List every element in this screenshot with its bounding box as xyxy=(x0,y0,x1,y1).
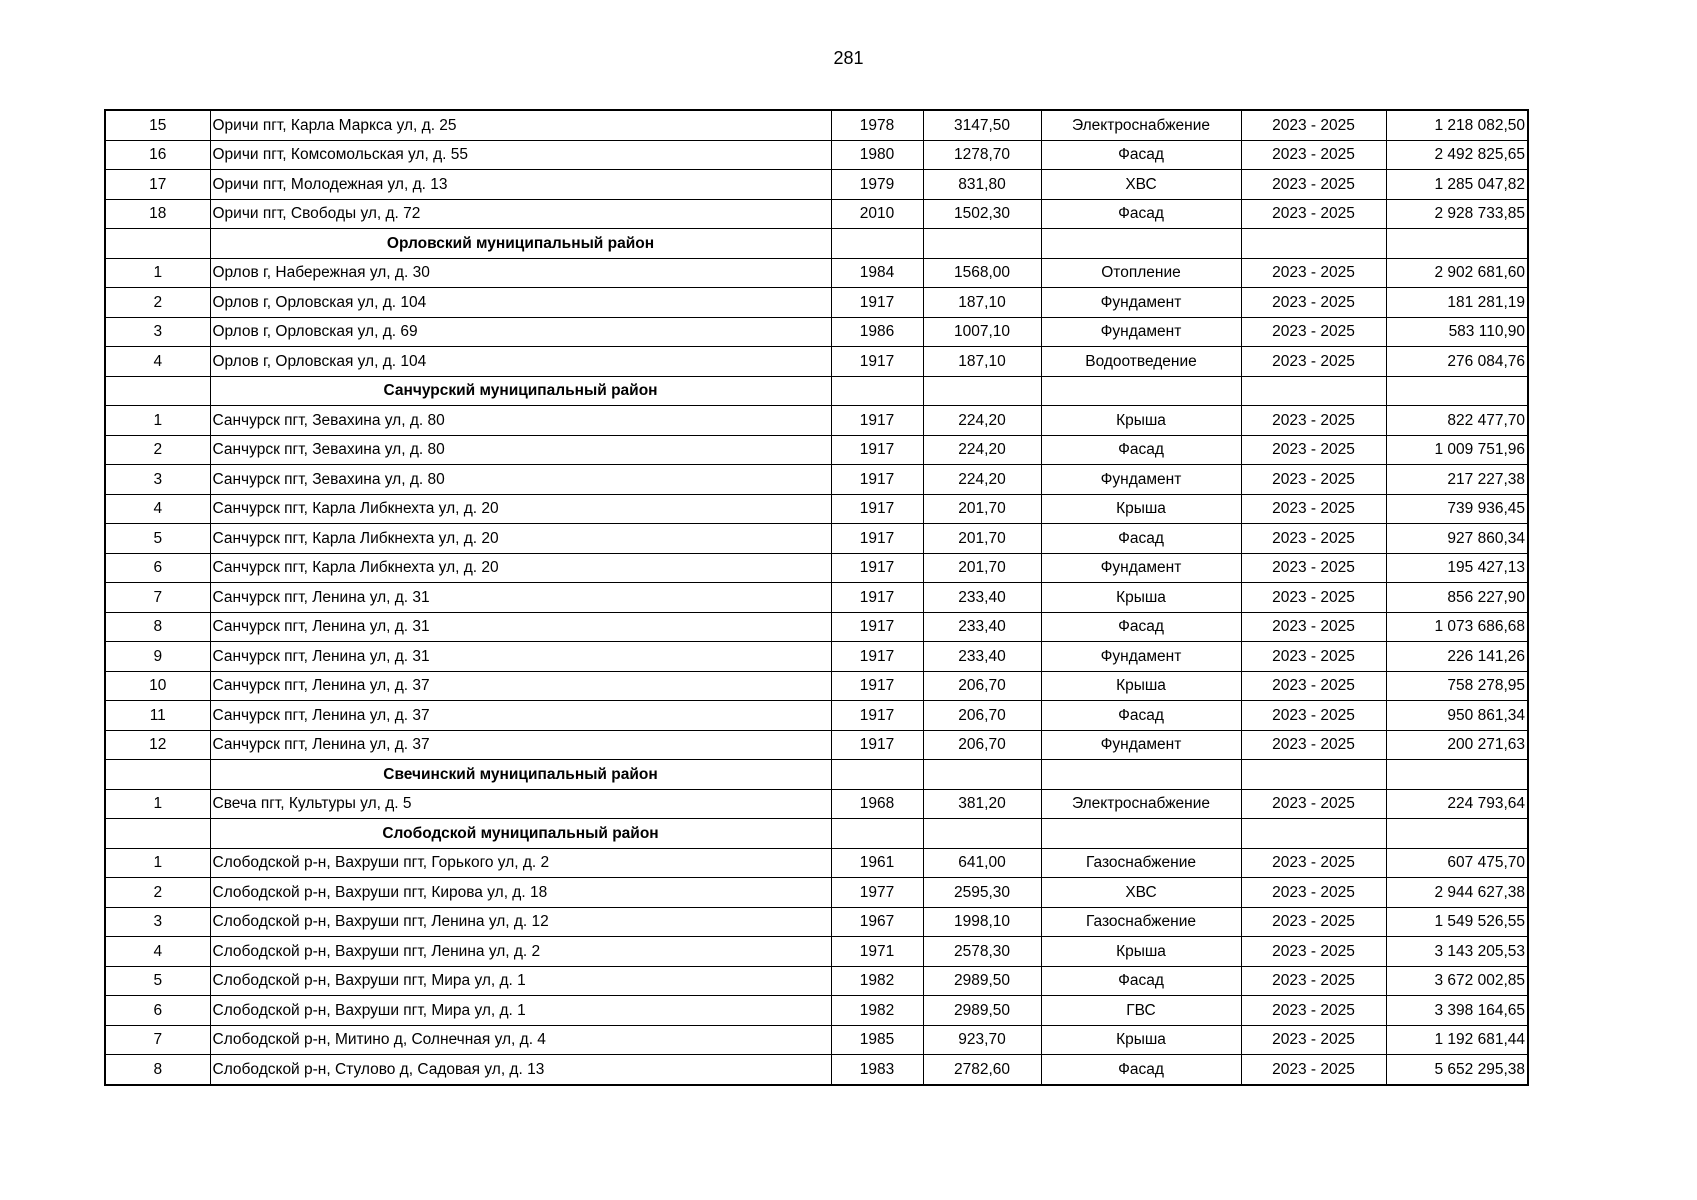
area-cell: 2782,60 xyxy=(923,1055,1041,1085)
period-cell: 2023 - 2025 xyxy=(1241,701,1386,731)
area-cell: 1007,10 xyxy=(923,317,1041,347)
year-cell: 1979 xyxy=(831,170,923,200)
area-cell: 1568,00 xyxy=(923,258,1041,288)
area-cell: 2989,50 xyxy=(923,966,1041,996)
period-cell: 2023 - 2025 xyxy=(1241,317,1386,347)
period-cell: 2023 - 2025 xyxy=(1241,1025,1386,1055)
address-cell: Санчурск пгт, Ленина ул, д. 37 xyxy=(210,730,831,760)
address-cell: Санчурск пгт, Ленина ул, д. 31 xyxy=(210,583,831,613)
year-cell: 1982 xyxy=(831,996,923,1026)
cost-cell: 1 285 047,82 xyxy=(1386,170,1528,200)
address-cell: Слободской р-н, Митино д, Солнечная ул, д. 4 xyxy=(210,1025,831,1055)
year-cell xyxy=(831,760,923,790)
table-row xyxy=(105,583,1528,613)
period-cell: 2023 - 2025 xyxy=(1241,435,1386,465)
row-number-cell: 15 xyxy=(105,110,210,140)
period-cell xyxy=(1241,229,1386,259)
year-cell: 1961 xyxy=(831,848,923,878)
row-number-cell: 1 xyxy=(105,848,210,878)
address-cell: Санчурск пгт, Ленина ул, д. 31 xyxy=(210,642,831,672)
period-cell: 2023 - 2025 xyxy=(1241,583,1386,613)
work-type-cell: ХВС xyxy=(1041,878,1241,908)
area-cell: 187,10 xyxy=(923,347,1041,377)
row-number-cell: 12 xyxy=(105,730,210,760)
row-number-cell: 4 xyxy=(105,937,210,967)
cost-cell: 927 860,34 xyxy=(1386,524,1528,554)
table-row xyxy=(105,1055,1528,1085)
address-cell: Орлов г, Орловская ул, д. 104 xyxy=(210,347,831,377)
year-cell xyxy=(831,229,923,259)
cost-cell: 739 936,45 xyxy=(1386,494,1528,524)
work-type-cell: Крыша xyxy=(1041,494,1241,524)
row-number-cell: 7 xyxy=(105,1025,210,1055)
cost-cell: 195 427,13 xyxy=(1386,553,1528,583)
period-cell: 2023 - 2025 xyxy=(1241,996,1386,1026)
table-row xyxy=(105,701,1528,731)
table-row xyxy=(105,317,1528,347)
cost-cell xyxy=(1386,229,1528,259)
row-number-cell: 3 xyxy=(105,907,210,937)
address-cell: Санчурск пгт, Зевахина ул, д. 80 xyxy=(210,406,831,436)
area-cell: 206,70 xyxy=(923,701,1041,731)
work-type-cell: Фасад xyxy=(1041,1055,1241,1085)
year-cell: 1917 xyxy=(831,347,923,377)
work-type-cell: Водоотведение xyxy=(1041,347,1241,377)
work-type-cell: Фундамент xyxy=(1041,642,1241,672)
table-row xyxy=(105,140,1528,170)
address-cell: Свеча пгт, Культуры ул, д. 5 xyxy=(210,789,831,819)
address-cell: Оричи пгт, Молодежная ул, д. 13 xyxy=(210,170,831,200)
cost-cell: 226 141,26 xyxy=(1386,642,1528,672)
year-cell: 1984 xyxy=(831,258,923,288)
area-cell: 224,20 xyxy=(923,435,1041,465)
year-cell: 1917 xyxy=(831,494,923,524)
area-cell: 206,70 xyxy=(923,671,1041,701)
page-number: 281 xyxy=(833,48,864,68)
address-cell: Оричи пгт, Карла Маркса ул, д. 25 xyxy=(210,110,831,140)
cost-cell: 1 192 681,44 xyxy=(1386,1025,1528,1055)
cost-cell xyxy=(1386,760,1528,790)
year-cell: 1967 xyxy=(831,907,923,937)
address-cell: Санчурск пгт, Карла Либкнехта ул, д. 20 xyxy=(210,524,831,554)
period-cell: 2023 - 2025 xyxy=(1241,406,1386,436)
period-cell: 2023 - 2025 xyxy=(1241,671,1386,701)
cost-cell: 2 902 681,60 xyxy=(1386,258,1528,288)
period-cell: 2023 - 2025 xyxy=(1241,730,1386,760)
row-number-cell xyxy=(105,376,210,406)
year-cell: 1917 xyxy=(831,524,923,554)
address-cell: Санчурск пгт, Зевахина ул, д. 80 xyxy=(210,465,831,495)
table-row xyxy=(105,494,1528,524)
area-cell: 1278,70 xyxy=(923,140,1041,170)
address-cell: Слободской р-н, Вахруши пгт, Мира ул, д. 1 xyxy=(210,966,831,996)
work-type-cell xyxy=(1041,760,1241,790)
area-cell: 1998,10 xyxy=(923,907,1041,937)
cost-cell: 200 271,63 xyxy=(1386,730,1528,760)
address-cell: Санчурск пгт, Карла Либкнехта ул, д. 20 xyxy=(210,553,831,583)
work-type-cell: Газоснабжение xyxy=(1041,907,1241,937)
area-cell: 233,40 xyxy=(923,583,1041,613)
year-cell: 1917 xyxy=(831,465,923,495)
row-number-cell: 1 xyxy=(105,406,210,436)
cost-cell: 856 227,90 xyxy=(1386,583,1528,613)
area-cell: 187,10 xyxy=(923,288,1041,318)
table-row xyxy=(105,170,1528,200)
row-number-cell: 2 xyxy=(105,878,210,908)
period-cell: 2023 - 2025 xyxy=(1241,937,1386,967)
work-type-cell: Газоснабжение xyxy=(1041,848,1241,878)
work-type-cell: Электроснабжение xyxy=(1041,110,1241,140)
table-row xyxy=(105,996,1528,1026)
cost-cell: 583 110,90 xyxy=(1386,317,1528,347)
area-cell xyxy=(923,819,1041,849)
work-type-cell xyxy=(1041,376,1241,406)
address-cell: Слободской р-н, Вахруши пгт, Горького ул, д. 2 xyxy=(210,848,831,878)
period-cell: 2023 - 2025 xyxy=(1241,465,1386,495)
work-type-cell: Фундамент xyxy=(1041,317,1241,347)
work-type-cell: Фасад xyxy=(1041,199,1241,229)
work-type-cell: Фасад xyxy=(1041,435,1241,465)
table-row xyxy=(105,406,1528,436)
row-number-cell xyxy=(105,229,210,259)
area-cell: 224,20 xyxy=(923,406,1041,436)
cost-cell: 3 398 164,65 xyxy=(1386,996,1528,1026)
period-cell xyxy=(1241,760,1386,790)
area-cell: 201,70 xyxy=(923,524,1041,554)
period-cell: 2023 - 2025 xyxy=(1241,907,1386,937)
row-number-cell: 6 xyxy=(105,553,210,583)
work-type-cell: Фундамент xyxy=(1041,288,1241,318)
work-type-cell: Крыша xyxy=(1041,1025,1241,1055)
year-cell: 1917 xyxy=(831,671,923,701)
table-row xyxy=(105,671,1528,701)
table-row xyxy=(105,878,1528,908)
address-cell: Орлов г, Набережная ул, д. 30 xyxy=(210,258,831,288)
table-row xyxy=(105,347,1528,377)
work-type-cell: Электроснабжение xyxy=(1041,789,1241,819)
period-cell: 2023 - 2025 xyxy=(1241,848,1386,878)
period-cell: 2023 - 2025 xyxy=(1241,110,1386,140)
row-number-cell: 8 xyxy=(105,612,210,642)
row-number-cell: 16 xyxy=(105,140,210,170)
year-cell: 1917 xyxy=(831,553,923,583)
period-cell: 2023 - 2025 xyxy=(1241,878,1386,908)
table-row xyxy=(105,110,1528,140)
work-type-cell: ГВС xyxy=(1041,996,1241,1026)
year-cell: 1971 xyxy=(831,937,923,967)
area-cell: 381,20 xyxy=(923,789,1041,819)
work-type-cell: Крыша xyxy=(1041,583,1241,613)
table-row xyxy=(105,435,1528,465)
row-number-cell: 8 xyxy=(105,1055,210,1085)
table-row xyxy=(105,789,1528,819)
table-row xyxy=(105,553,1528,583)
cost-cell: 1 549 526,55 xyxy=(1386,907,1528,937)
row-number-cell: 1 xyxy=(105,789,210,819)
year-cell: 2010 xyxy=(831,199,923,229)
table-row xyxy=(105,642,1528,672)
year-cell: 1977 xyxy=(831,878,923,908)
area-cell: 233,40 xyxy=(923,642,1041,672)
row-number-cell: 3 xyxy=(105,317,210,347)
address-cell: Орлов г, Орловская ул, д. 104 xyxy=(210,288,831,318)
row-number-cell: 3 xyxy=(105,465,210,495)
work-type-cell: Крыша xyxy=(1041,406,1241,436)
row-number-cell: 9 xyxy=(105,642,210,672)
address-cell: Оричи пгт, Свободы ул, д. 72 xyxy=(210,199,831,229)
work-type-cell: Фундамент xyxy=(1041,553,1241,583)
table-body xyxy=(105,110,1528,1085)
address-cell: Санчурск пгт, Зевахина ул, д. 80 xyxy=(210,435,831,465)
area-cell: 1502,30 xyxy=(923,199,1041,229)
cost-cell: 1 218 082,50 xyxy=(1386,110,1528,140)
area-cell: 224,20 xyxy=(923,465,1041,495)
table-row xyxy=(105,258,1528,288)
row-number-cell: 2 xyxy=(105,288,210,318)
cost-cell: 5 652 295,38 xyxy=(1386,1055,1528,1085)
period-cell: 2023 - 2025 xyxy=(1241,553,1386,583)
period-cell: 2023 - 2025 xyxy=(1241,494,1386,524)
period-cell: 2023 - 2025 xyxy=(1241,140,1386,170)
address-cell: Санчурск пгт, Ленина ул, д. 37 xyxy=(210,701,831,731)
work-type-cell: Отопление xyxy=(1041,258,1241,288)
year-cell: 1917 xyxy=(831,701,923,731)
cost-cell: 2 944 627,38 xyxy=(1386,878,1528,908)
cost-cell: 3 143 205,53 xyxy=(1386,937,1528,967)
year-cell: 1968 xyxy=(831,789,923,819)
district-header-row xyxy=(105,760,1528,790)
work-type-cell: Фасад xyxy=(1041,701,1241,731)
work-type-cell: Фасад xyxy=(1041,966,1241,996)
area-cell: 2989,50 xyxy=(923,996,1041,1026)
area-cell: 923,70 xyxy=(923,1025,1041,1055)
period-cell: 2023 - 2025 xyxy=(1241,347,1386,377)
cost-cell: 181 281,19 xyxy=(1386,288,1528,318)
period-cell xyxy=(1241,376,1386,406)
area-cell xyxy=(923,760,1041,790)
row-number-cell: 4 xyxy=(105,347,210,377)
year-cell: 1917 xyxy=(831,288,923,318)
cost-cell: 217 227,38 xyxy=(1386,465,1528,495)
row-number-cell: 7 xyxy=(105,583,210,613)
year-cell: 1917 xyxy=(831,730,923,760)
year-cell: 1917 xyxy=(831,612,923,642)
period-cell: 2023 - 2025 xyxy=(1241,789,1386,819)
area-cell: 201,70 xyxy=(923,553,1041,583)
work-type-cell: ХВС xyxy=(1041,170,1241,200)
area-cell: 641,00 xyxy=(923,848,1041,878)
address-cell: Оричи пгт, Комсомольская ул, д. 55 xyxy=(210,140,831,170)
area-cell: 2578,30 xyxy=(923,937,1041,967)
table-row xyxy=(105,730,1528,760)
district-header-row xyxy=(105,376,1528,406)
year-cell: 1978 xyxy=(831,110,923,140)
work-type-cell xyxy=(1041,819,1241,849)
area-cell: 2595,30 xyxy=(923,878,1041,908)
row-number-cell xyxy=(105,819,210,849)
cost-cell: 1 009 751,96 xyxy=(1386,435,1528,465)
cost-cell xyxy=(1386,376,1528,406)
district-header-row xyxy=(105,229,1528,259)
table-row xyxy=(105,524,1528,554)
cost-cell: 822 477,70 xyxy=(1386,406,1528,436)
table-row xyxy=(105,612,1528,642)
row-number-cell: 11 xyxy=(105,701,210,731)
period-cell: 2023 - 2025 xyxy=(1241,288,1386,318)
period-cell xyxy=(1241,819,1386,849)
period-cell: 2023 - 2025 xyxy=(1241,258,1386,288)
year-cell: 1917 xyxy=(831,642,923,672)
area-cell xyxy=(923,376,1041,406)
cost-cell: 2 492 825,65 xyxy=(1386,140,1528,170)
table-row xyxy=(105,907,1528,937)
row-number-cell: 6 xyxy=(105,996,210,1026)
cost-cell: 950 861,34 xyxy=(1386,701,1528,731)
work-type-cell: Крыша xyxy=(1041,937,1241,967)
row-number-cell: 17 xyxy=(105,170,210,200)
address-cell: Слободской р-н, Вахруши пгт, Кирова ул, д. 18 xyxy=(210,878,831,908)
work-type-cell: Фасад xyxy=(1041,524,1241,554)
work-type-cell xyxy=(1041,229,1241,259)
area-cell: 831,80 xyxy=(923,170,1041,200)
address-cell: Санчурск пгт, Карла Либкнехта ул, д. 20 xyxy=(210,494,831,524)
year-cell: 1982 xyxy=(831,966,923,996)
year-cell: 1985 xyxy=(831,1025,923,1055)
work-type-cell: Фундамент xyxy=(1041,465,1241,495)
area-cell: 233,40 xyxy=(923,612,1041,642)
row-number-cell: 5 xyxy=(105,966,210,996)
period-cell: 2023 - 2025 xyxy=(1241,199,1386,229)
cost-cell: 224 793,64 xyxy=(1386,789,1528,819)
district-header-row xyxy=(105,819,1528,849)
year-cell: 1917 xyxy=(831,583,923,613)
row-number-cell: 2 xyxy=(105,435,210,465)
year-cell: 1983 xyxy=(831,1055,923,1085)
row-number-cell: 18 xyxy=(105,199,210,229)
district-name: Слободской муниципальный район xyxy=(210,819,831,849)
work-type-cell: Фасад xyxy=(1041,140,1241,170)
area-cell xyxy=(923,229,1041,259)
cost-cell: 2 928 733,85 xyxy=(1386,199,1528,229)
row-number-cell: 10 xyxy=(105,671,210,701)
period-cell: 2023 - 2025 xyxy=(1241,966,1386,996)
address-cell: Слободской р-н, Вахруши пгт, Мира ул, д. 1 xyxy=(210,996,831,1026)
table-row xyxy=(105,848,1528,878)
table-row xyxy=(105,1025,1528,1055)
year-cell: 1980 xyxy=(831,140,923,170)
period-cell: 2023 - 2025 xyxy=(1241,524,1386,554)
cost-cell: 758 278,95 xyxy=(1386,671,1528,701)
repair-register-table xyxy=(104,109,1529,1086)
year-cell xyxy=(831,819,923,849)
cost-cell: 607 475,70 xyxy=(1386,848,1528,878)
row-number-cell: 4 xyxy=(105,494,210,524)
table-row xyxy=(105,937,1528,967)
period-cell: 2023 - 2025 xyxy=(1241,642,1386,672)
area-cell: 3147,50 xyxy=(923,110,1041,140)
period-cell: 2023 - 2025 xyxy=(1241,612,1386,642)
work-type-cell: Фасад xyxy=(1041,612,1241,642)
address-cell: Санчурск пгт, Ленина ул, д. 31 xyxy=(210,612,831,642)
year-cell: 1917 xyxy=(831,435,923,465)
address-cell: Орлов г, Орловская ул, д. 69 xyxy=(210,317,831,347)
table-row xyxy=(105,199,1528,229)
address-cell: Слободской р-н, Вахруши пгт, Ленина ул, д. 12 xyxy=(210,907,831,937)
table-row xyxy=(105,465,1528,495)
area-cell: 206,70 xyxy=(923,730,1041,760)
table-row xyxy=(105,288,1528,318)
table-row xyxy=(105,966,1528,996)
district-name: Свечинский муниципальный район xyxy=(210,760,831,790)
work-type-cell: Крыша xyxy=(1041,671,1241,701)
cost-cell xyxy=(1386,819,1528,849)
district-name: Орловский муниципальный район xyxy=(210,229,831,259)
period-cell: 2023 - 2025 xyxy=(1241,1055,1386,1085)
row-number-cell xyxy=(105,760,210,790)
year-cell: 1986 xyxy=(831,317,923,347)
address-cell: Слободской р-н, Стулово д, Садовая ул, д. 13 xyxy=(210,1055,831,1085)
district-name: Санчурский муниципальный район xyxy=(210,376,831,406)
period-cell: 2023 - 2025 xyxy=(1241,170,1386,200)
work-type-cell: Фундамент xyxy=(1041,730,1241,760)
address-cell: Слободской р-н, Вахруши пгт, Ленина ул, д. 2 xyxy=(210,937,831,967)
cost-cell: 276 084,76 xyxy=(1386,347,1528,377)
year-cell xyxy=(831,376,923,406)
cost-cell: 1 073 686,68 xyxy=(1386,612,1528,642)
area-cell: 201,70 xyxy=(923,494,1041,524)
row-number-cell: 5 xyxy=(105,524,210,554)
address-cell: Санчурск пгт, Ленина ул, д. 37 xyxy=(210,671,831,701)
row-number-cell: 1 xyxy=(105,258,210,288)
cost-cell: 3 672 002,85 xyxy=(1386,966,1528,996)
year-cell: 1917 xyxy=(831,406,923,436)
